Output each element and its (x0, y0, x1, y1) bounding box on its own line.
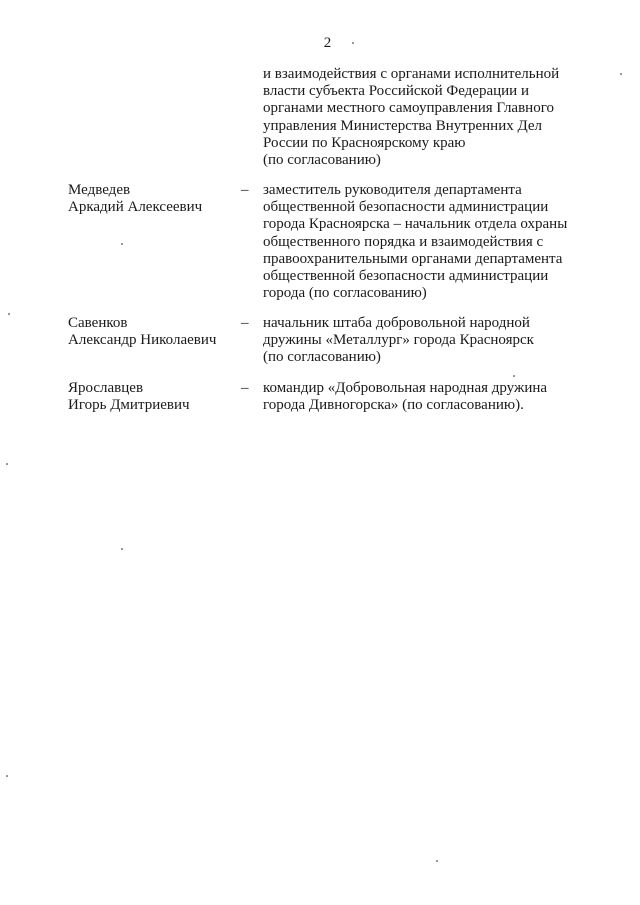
scan-speck (8, 313, 10, 315)
scan-speck (6, 463, 8, 465)
member-name (68, 315, 238, 349)
member-given-names: Игорь Дмитриевич (68, 397, 190, 414)
continuation-text (263, 66, 593, 169)
role-line: (по согласованию) (263, 349, 381, 366)
continuation-line: и взаимодействия с органами исполнительной (263, 66, 560, 82)
continuation-line: управления Министерства Внутренних Дел (263, 117, 543, 134)
member-surname: Ярославцев (68, 380, 144, 396)
role-line: начальник штаба добровольной народной (263, 315, 530, 331)
role-line: командир «Добровольная народная дружина (263, 380, 548, 396)
role-line: общественной безопасности администрации (263, 268, 549, 285)
member-role (263, 315, 593, 367)
separator-dash: – (241, 182, 249, 198)
continuation-line: России по Красноярскому краю (263, 134, 466, 151)
scan-speck (121, 243, 123, 245)
role-line: города (по согласованию) (263, 285, 427, 302)
separator-dash: – (241, 380, 249, 396)
member-given-names: Аркадий Алексеевич (68, 199, 203, 216)
continuation-line: власти субъекта Российской Федерации и (263, 83, 529, 100)
member-name (68, 380, 238, 414)
member-role (263, 380, 593, 414)
continuation-line: органами местного самоуправления Главного (263, 100, 554, 117)
member-given-names: Александр Николаевич (68, 332, 217, 349)
role-line: дружины «Металлург» города Красноярск (263, 332, 534, 349)
member-surname: Медведев (68, 182, 131, 198)
member-surname: Савенков (68, 315, 128, 331)
member-name (68, 182, 238, 216)
role-line: общественного порядка и взаимодействия с (263, 233, 544, 250)
separator-dash: – (241, 315, 249, 331)
role-line: заместитель руководителя департамента (263, 182, 522, 198)
scan-speck (352, 42, 354, 44)
role-line: общественной безопасности администрации (263, 199, 549, 216)
role-line: города Дивногорска» (по согласованию). (263, 397, 524, 414)
role-line: города Красноярска – начальник отдела охраны (263, 216, 568, 233)
scan-speck (620, 73, 622, 75)
scan-speck (513, 375, 515, 377)
continuation-line: (по согласованию) (263, 152, 381, 169)
scan-speck (121, 548, 123, 550)
role-line: правоохранительными органами департамента (263, 250, 563, 267)
scan-speck (436, 860, 438, 862)
page-number: 2 (323, 35, 332, 51)
member-role (263, 182, 593, 302)
scan-speck (6, 775, 8, 777)
